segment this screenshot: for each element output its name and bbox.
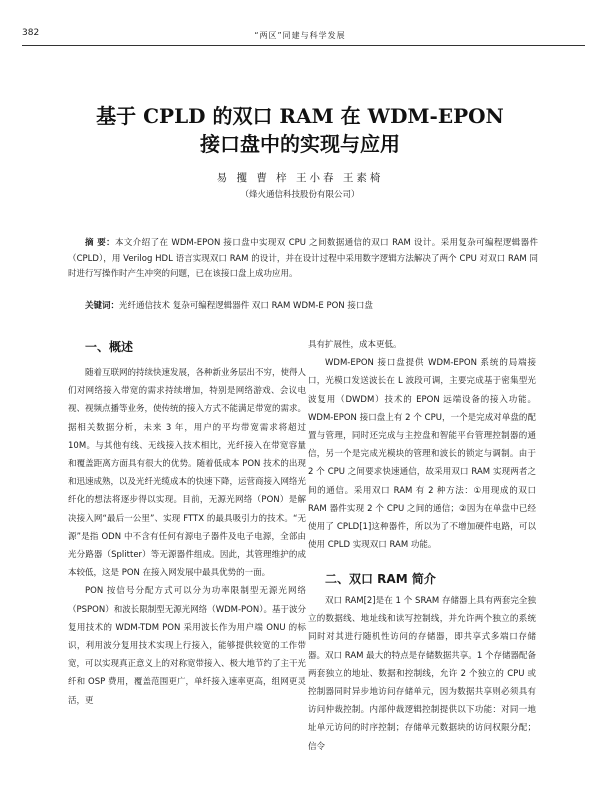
section-1-heading: 一、概述 — [85, 340, 134, 354]
left-column — [68, 364, 306, 710]
journal-header: “两区”同建与科学发展 — [254, 31, 346, 40]
page-number: 382 — [22, 28, 40, 38]
paragraph: 随着互联网的持续快速发展，各种新业务层出不穷，使得人们对网络接入带宽的需求持续增加，特别是网络游戏、会议电视、视频点播等业务，使传统的接入方式不能满足带宽的需求。据相关数据分析，未来 3 年，用户的平均带宽需求将超过 10M。与其他有线、无线接入技术相比，光纤接入在带宽容量和覆盖距离方面具有很大的优势。随着低成本 PON 技术的出现和迅速成熟，以及光纤光缆成本的快速下降，运营商接入网络光纤化的想法将逐步得以实现。目前，无源光网络（PON）是解决接入网“最后一公里”、实现 FTTX 的最具吸引力的技术。“无源”是指 ODN 中不含有任何有源电子器件及电子电源，全部由光分路器（Splitter）等无源器件组成。因此，其管理维护的成本较低，这是 PON 在接入网发展中最具优势的一面。 — [68, 368, 307, 579]
right-column-bottom — [308, 592, 536, 756]
affiliation: （烽火通信科技股份有限公司） — [240, 190, 360, 200]
paragraph: 具有扩展性，成本更低。 — [308, 340, 402, 350]
title-line-2: 接口盘中的实现与应用 — [200, 132, 400, 156]
abstract-label: 摘 要： — [85, 238, 116, 248]
paragraph: WDM-EPON 接口盘提供 WDM-EPON 系统的局端接口，光模口发送波长在 L 波段可调，主要完成基于密集型光波复用（DWDM）技术的 EPON 远端设备的接入功能。WDM-EPON 接口盘上有 2 个 CPU，一个是完成对单盘的配置与管理，同时还完成与主控盘和智能平台管理控制器的通信，另一个是完成光模块的管理和波长的锁定与调制。由于 2 个 CPU 之间要求快速通信，故采用双口 RAM 实现两者之间的通信。采用双口 RAM 有 2 种方法：①用现成的双口 RAM 器件实现 2 个 CPU 之间的通信；②因为在单盘中已经使用了 CPLD[1]这种器件，所以为了不增加硬件电路，可以使用 CPLD 实现双口 RAM 功能。 — [308, 358, 536, 551]
right-column-top — [308, 336, 536, 554]
abstract — [68, 236, 538, 283]
abstract-text: 本文介绍了在 WDM-EPON 接口盘中实现双 CPU 之间数据通信的双口 RAM 设计。采用复杂可编程逻辑器件（CPLD），用 Verilog HDL 语言实现双口 RAM 的设计，并在设计过程中采用数字逻辑方法解决了两个 CPU 对双口 RAM 同时进行写操作时产生冲突的问题，已在该接口盘上成功应用。 — [68, 238, 538, 279]
keywords-text: 光纤通信技术 复杂可编程逻辑器件 双口 RAM WDM-E PON 接口盘 — [119, 301, 373, 311]
keywords — [68, 299, 538, 311]
paragraph: PON 按信号分配方式可以分为功率限制型无源光网络（PSPON）和波长限制型无源光网络（WDM-PON）。基于波分复用技术的 WDM-TDM PON 采用波长作为用户端 ONU 的标识，利用波分复用技术实现上行接入，能够提供较宽的工作带宽，可以实现真正意义上的对称宽带接入、极大地节约了主干光纤和 OSP 费用，覆盖范围更广，单纤接入速率更高，组网更灵活，更 — [68, 586, 307, 706]
header-rule — [22, 45, 585, 46]
paragraph: 双口 RAM[2]是在 1 个 SRAM 存储器上具有两套完全独立的数据线、地址线和读写控制线，并允许两个独立的系统同时对其进行随机性访问的存储器，即共享式多端口存储器。双口 RAM 最大的特点是存储数据共享。1 个存储器配备两套独立的地址、数据和控制线，允许 2 个独立的 CPU 或控制器同时异步地访问存储单元，因为数据共享则必须具有访问仲裁控制。内部仲裁逻辑控制提供以下功能：对同一地址单元访问的时序控制；存储单元数据块的访问权限分配；信令 — [308, 596, 536, 752]
authors: 易 攫 曹 梓 王小春 王素椅 — [216, 172, 384, 184]
keywords-label: 关键词： — [85, 301, 120, 311]
title-line-1: 基于 CPLD 的双口 RAM 在 WDM-EPON — [96, 104, 504, 128]
section-2-heading: 二、双口 RAM 简介 — [325, 572, 436, 586]
